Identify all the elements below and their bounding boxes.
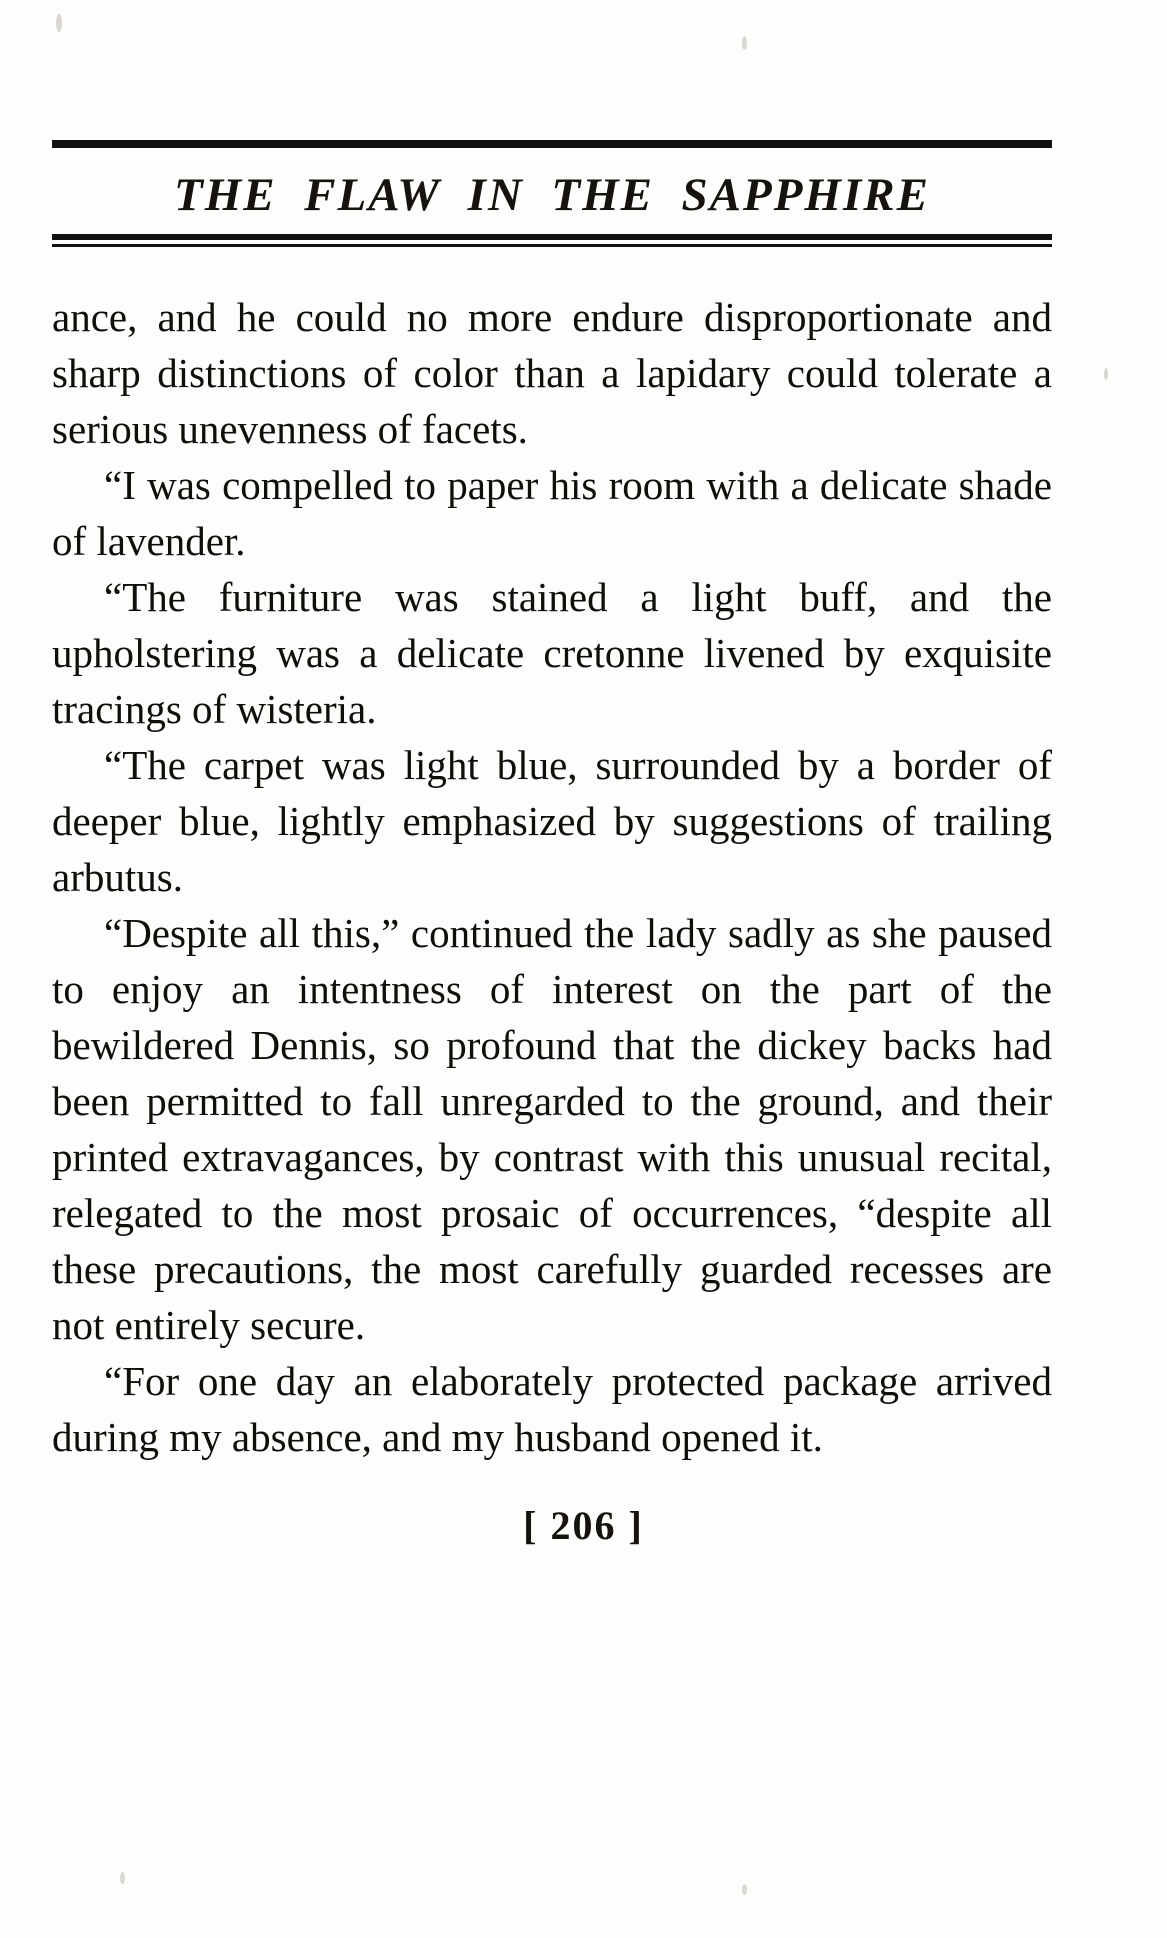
paragraph: “The carpet was light blue, surrounded by a border of deeper blue, lightly emphasized by suggestions of trailing arbutus.	[52, 742, 1052, 900]
paragraph: ance, and he could no more endure disproportionate and sharp distinctions of color than a lapidary could tolerate a serious unevenness of facets.	[52, 294, 1052, 452]
header-rule-top	[52, 140, 1052, 148]
scan-speck	[1104, 368, 1108, 380]
running-head: THE FLAW IN THE SAPPHIRE	[174, 169, 930, 221]
scan-speck	[742, 36, 747, 50]
scan-speck	[742, 1884, 747, 1895]
paragraph: “I was compelled to paper his room with a delicate shade of lavender.	[52, 462, 1052, 564]
page-content	[52, 140, 1052, 1465]
scan-speck	[120, 1872, 125, 1884]
paragraph: “The furniture was stained a light buff, and the upholstering was a delicate cretonne livened by exquisite tracings of wisteria.	[52, 574, 1052, 732]
paragraph: “Despite all this,” continued the lady sadly as she paused to enjoy an intentness of interest on the part of the bewildered Dennis, so profound that the dickey backs had been permitted to fall unregarded to the ground, and their printed extravagances, by contrast with this unusual recital, relegated to the most prosaic of occurrences, “despite all these precautions, the most carefully guarded recesses are not entirely secure.	[52, 910, 1052, 1348]
header-rule-bottom	[52, 234, 1052, 247]
body-text	[52, 289, 1052, 1465]
header-rule-thin	[52, 244, 1052, 247]
scan-speck	[56, 14, 62, 32]
page-number: [ 206 ]	[523, 1503, 644, 1548]
paragraph: “For one day an elaborately protected package arrived during my absence, and my husband opened it.	[52, 1358, 1052, 1460]
